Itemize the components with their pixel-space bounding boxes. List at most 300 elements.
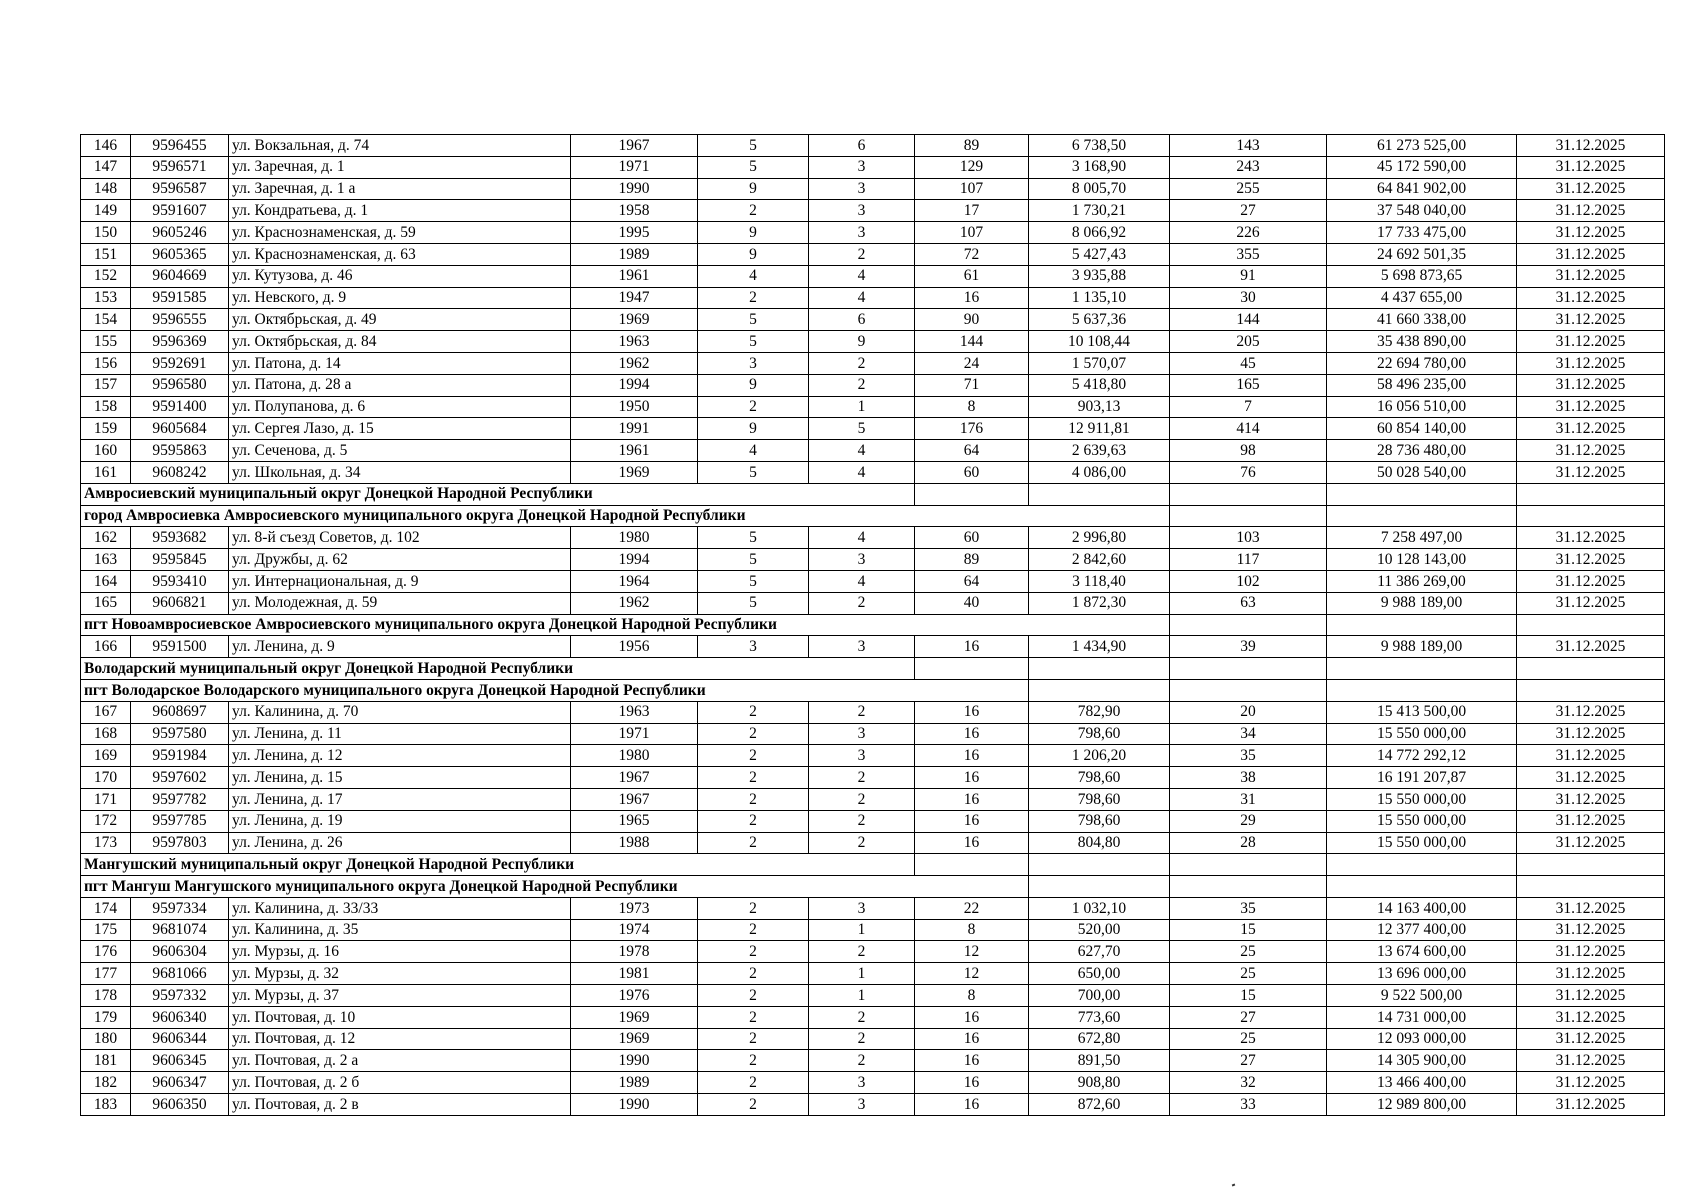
address-cell: ул. Кондратьева, д. 1: [229, 200, 571, 222]
table-row: [81, 352, 1665, 374]
floors-cell: 2: [698, 897, 809, 919]
section-title: пгт Новоамвросиевское Амвросиевского муниципального округа Донецкой Народной Республики: [81, 614, 1029, 636]
year-built-cell: 1969: [571, 1028, 698, 1050]
apartments-cell: 61: [915, 265, 1029, 287]
apartments-cell: 60: [915, 527, 1029, 549]
year-built-cell: 1969: [571, 309, 698, 331]
deadline-date-cell: 31.12.2025: [1517, 1028, 1665, 1050]
building-code-cell: 9596580: [131, 374, 229, 396]
entrances-cell: 4: [809, 287, 915, 309]
housing-register-table: [80, 134, 1665, 1116]
deadline-date-cell: 31.12.2025: [1517, 243, 1665, 265]
deadline-date-cell: 31.12.2025: [1517, 701, 1665, 723]
row-number-cell: 165: [81, 592, 131, 614]
area-cell: 2 639,63: [1029, 440, 1170, 462]
year-built-cell: 1989: [571, 243, 698, 265]
floors-cell: 2: [698, 200, 809, 222]
row-number-cell: 150: [81, 222, 131, 244]
year-built-cell: 1990: [571, 178, 698, 200]
row-number-cell: 169: [81, 745, 131, 767]
empty-cell: [1170, 658, 1327, 680]
table-row: [81, 919, 1665, 941]
entrances-cell: 4: [809, 461, 915, 483]
address-cell: ул. Октябрьская, д. 49: [229, 309, 571, 331]
year-built-cell: 1967: [571, 767, 698, 789]
apartments-cell: 72: [915, 243, 1029, 265]
empty-cell: [915, 483, 1029, 505]
deadline-date-cell: 31.12.2025: [1517, 1094, 1665, 1116]
deadline-date-cell: 31.12.2025: [1517, 352, 1665, 374]
area-cell: 903,13: [1029, 396, 1170, 418]
address-cell: ул. Ленина, д. 26: [229, 832, 571, 854]
entrances-cell: 9: [809, 331, 915, 353]
address-cell: ул. Калинина, д. 35: [229, 919, 571, 941]
floors-cell: 4: [698, 440, 809, 462]
address-cell: ул. Сергея Лазо, д. 15: [229, 418, 571, 440]
year-built-cell: 1995: [571, 222, 698, 244]
residents-cell: 15: [1170, 985, 1327, 1007]
row-number-cell: 182: [81, 1072, 131, 1094]
residents-cell: 27: [1170, 200, 1327, 222]
cost-cell: 15 413 500,00: [1327, 701, 1517, 723]
year-built-cell: 1976: [571, 985, 698, 1007]
table-row: [81, 963, 1665, 985]
cost-cell: 12 377 400,00: [1327, 919, 1517, 941]
floors-cell: 3: [698, 352, 809, 374]
entrances-cell: 1: [809, 396, 915, 418]
residents-cell: 7: [1170, 396, 1327, 418]
area-cell: 1 872,30: [1029, 592, 1170, 614]
apartments-cell: 8: [915, 919, 1029, 941]
address-cell: ул. Ленина, д. 17: [229, 788, 571, 810]
empty-cell: [915, 876, 1029, 898]
table-row: [81, 418, 1665, 440]
address-cell: ул. Молодежная, д. 59: [229, 592, 571, 614]
building-code-cell: 9597332: [131, 985, 229, 1007]
area-cell: 1 135,10: [1029, 287, 1170, 309]
address-cell: ул. Ленина, д. 15: [229, 767, 571, 789]
residents-cell: 63: [1170, 592, 1327, 614]
entrances-cell: 2: [809, 592, 915, 614]
empty-cell: [1327, 614, 1517, 636]
apartments-cell: 40: [915, 592, 1029, 614]
building-code-cell: 9597580: [131, 723, 229, 745]
row-number-cell: 174: [81, 897, 131, 919]
table-row: [81, 832, 1665, 854]
address-cell: ул. Заречная, д. 1 а: [229, 178, 571, 200]
residents-cell: 103: [1170, 527, 1327, 549]
row-number-cell: 148: [81, 178, 131, 200]
deadline-date-cell: 31.12.2025: [1517, 200, 1665, 222]
cost-cell: 12 989 800,00: [1327, 1094, 1517, 1116]
entrances-cell: 2: [809, 941, 915, 963]
residents-cell: 27: [1170, 1006, 1327, 1028]
building-code-cell: 9596455: [131, 135, 229, 157]
row-number-cell: 163: [81, 549, 131, 571]
year-built-cell: 1980: [571, 527, 698, 549]
section-header-row: [81, 679, 1665, 701]
building-code-cell: 9591500: [131, 636, 229, 658]
entrances-cell: 3: [809, 222, 915, 244]
year-built-cell: 1962: [571, 352, 698, 374]
row-number-cell: 158: [81, 396, 131, 418]
address-cell: ул. Школьная, д. 34: [229, 461, 571, 483]
year-built-cell: 1964: [571, 570, 698, 592]
residents-cell: 45: [1170, 352, 1327, 374]
building-code-cell: 9604669: [131, 265, 229, 287]
area-cell: 1 434,90: [1029, 636, 1170, 658]
year-built-cell: 1971: [571, 156, 698, 178]
table-row: [81, 222, 1665, 244]
empty-cell: [915, 854, 1029, 876]
table-row: [81, 461, 1665, 483]
entrances-cell: 4: [809, 527, 915, 549]
address-cell: ул. Почтовая, д. 2 б: [229, 1072, 571, 1094]
address-cell: ул. Почтовая, д. 12: [229, 1028, 571, 1050]
entrances-cell: 2: [809, 788, 915, 810]
apartments-cell: 64: [915, 570, 1029, 592]
entrances-cell: 3: [809, 156, 915, 178]
entrances-cell: 3: [809, 636, 915, 658]
deadline-date-cell: 31.12.2025: [1517, 461, 1665, 483]
row-number-cell: 179: [81, 1006, 131, 1028]
table-row: [81, 941, 1665, 963]
apartments-cell: 16: [915, 1094, 1029, 1116]
deadline-date-cell: 31.12.2025: [1517, 309, 1665, 331]
apartments-cell: 16: [915, 1006, 1029, 1028]
address-cell: ул. Ленина, д. 19: [229, 810, 571, 832]
cost-cell: 16 056 510,00: [1327, 396, 1517, 418]
cost-cell: 15 550 000,00: [1327, 723, 1517, 745]
apartments-cell: 16: [915, 745, 1029, 767]
floors-cell: 5: [698, 461, 809, 483]
cost-cell: 9 988 189,00: [1327, 592, 1517, 614]
section-header-row: [81, 876, 1665, 898]
residents-cell: 15: [1170, 919, 1327, 941]
floors-cell: 5: [698, 527, 809, 549]
floors-cell: 5: [698, 570, 809, 592]
building-code-cell: 9591400: [131, 396, 229, 418]
year-built-cell: 1971: [571, 723, 698, 745]
building-code-cell: 9608242: [131, 461, 229, 483]
area-cell: 10 108,44: [1029, 331, 1170, 353]
address-cell: ул. Мурзы, д. 32: [229, 963, 571, 985]
building-code-cell: 9606344: [131, 1028, 229, 1050]
entrances-cell: 3: [809, 200, 915, 222]
deadline-date-cell: 31.12.2025: [1517, 396, 1665, 418]
cost-cell: 14 163 400,00: [1327, 897, 1517, 919]
table-row: [81, 701, 1665, 723]
table-row: [81, 897, 1665, 919]
empty-cell: [1517, 876, 1665, 898]
cost-cell: 7 258 497,00: [1327, 527, 1517, 549]
entrances-cell: 1: [809, 963, 915, 985]
residents-cell: 39: [1170, 636, 1327, 658]
entrances-cell: 3: [809, 1072, 915, 1094]
cost-cell: 61 273 525,00: [1327, 135, 1517, 157]
address-cell: ул. Мурзы, д. 37: [229, 985, 571, 1007]
year-built-cell: 1990: [571, 1050, 698, 1072]
table-row: [81, 985, 1665, 1007]
address-cell: ул. Кутузова, д. 46: [229, 265, 571, 287]
building-code-cell: 9597602: [131, 767, 229, 789]
empty-cell: [1517, 658, 1665, 680]
deadline-date-cell: 31.12.2025: [1517, 636, 1665, 658]
building-code-cell: 9597334: [131, 897, 229, 919]
building-code-cell: 9681066: [131, 963, 229, 985]
deadline-date-cell: 31.12.2025: [1517, 178, 1665, 200]
area-cell: 6 738,50: [1029, 135, 1170, 157]
apartments-cell: 176: [915, 418, 1029, 440]
row-number-cell: 146: [81, 135, 131, 157]
residents-cell: 243: [1170, 156, 1327, 178]
table-row: [81, 265, 1665, 287]
area-cell: 4 086,00: [1029, 461, 1170, 483]
row-number-cell: 172: [81, 810, 131, 832]
cost-cell: 13 466 400,00: [1327, 1072, 1517, 1094]
building-code-cell: 9606340: [131, 1006, 229, 1028]
row-number-cell: 178: [81, 985, 131, 1007]
address-cell: ул. Дружбы, д. 62: [229, 549, 571, 571]
entrances-cell: 2: [809, 767, 915, 789]
deadline-date-cell: 31.12.2025: [1517, 1050, 1665, 1072]
section-title: пгт Мангуш Мангушского муниципального округа Донецкой Народной Республики: [81, 876, 915, 898]
address-cell: ул. Калинина, д. 33/33: [229, 897, 571, 919]
table-row: [81, 396, 1665, 418]
building-code-cell: 9596571: [131, 156, 229, 178]
floors-cell: 3: [698, 636, 809, 658]
cost-cell: 12 093 000,00: [1327, 1028, 1517, 1050]
empty-cell: [1029, 876, 1170, 898]
apartments-cell: 89: [915, 135, 1029, 157]
floors-cell: 2: [698, 287, 809, 309]
address-cell: ул. Краснознаменская, д. 63: [229, 243, 571, 265]
apartments-cell: 16: [915, 701, 1029, 723]
address-cell: ул. Заречная, д. 1: [229, 156, 571, 178]
building-code-cell: 9608697: [131, 701, 229, 723]
empty-cell: [1029, 483, 1170, 505]
row-number-cell: 168: [81, 723, 131, 745]
empty-cell: [1029, 679, 1170, 701]
area-cell: 5 427,43: [1029, 243, 1170, 265]
empty-cell: [1029, 614, 1170, 636]
entrances-cell: 5: [809, 418, 915, 440]
cost-cell: 15 550 000,00: [1327, 810, 1517, 832]
address-cell: ул. Патона, д. 28 а: [229, 374, 571, 396]
year-built-cell: 1991: [571, 418, 698, 440]
floors-cell: 5: [698, 156, 809, 178]
empty-cell: [1517, 505, 1665, 527]
year-built-cell: 1950: [571, 396, 698, 418]
entrances-cell: 1: [809, 919, 915, 941]
deadline-date-cell: 31.12.2025: [1517, 767, 1665, 789]
apartments-cell: 144: [915, 331, 1029, 353]
address-cell: ул. Ленина, д. 11: [229, 723, 571, 745]
entrances-cell: 3: [809, 745, 915, 767]
apartments-cell: 8: [915, 985, 1029, 1007]
year-built-cell: 1994: [571, 549, 698, 571]
table-row: [81, 788, 1665, 810]
entrances-cell: 3: [809, 549, 915, 571]
row-number-cell: 160: [81, 440, 131, 462]
floors-cell: 2: [698, 985, 809, 1007]
address-cell: ул. Мурзы, д. 16: [229, 941, 571, 963]
building-code-cell: 9606350: [131, 1094, 229, 1116]
section-title: Мангушский муниципальный округ Донецкой Народной Республики: [81, 854, 809, 876]
cost-cell: 15 550 000,00: [1327, 832, 1517, 854]
address-cell: ул. Патона, д. 14: [229, 352, 571, 374]
table-row: [81, 440, 1665, 462]
cost-cell: 58 496 235,00: [1327, 374, 1517, 396]
entrances-cell: 2: [809, 352, 915, 374]
empty-cell: [1029, 854, 1170, 876]
cost-cell: 50 028 540,00: [1327, 461, 1517, 483]
residents-cell: 143: [1170, 135, 1327, 157]
scan-speck: [1232, 1184, 1236, 1187]
year-built-cell: 1958: [571, 200, 698, 222]
address-cell: ул. Полупанова, д. 6: [229, 396, 571, 418]
row-number-cell: 152: [81, 265, 131, 287]
empty-cell: [1517, 483, 1665, 505]
floors-cell: 2: [698, 1006, 809, 1028]
deadline-date-cell: 31.12.2025: [1517, 1072, 1665, 1094]
table-row: [81, 549, 1665, 571]
empty-cell: [1327, 483, 1517, 505]
apartments-cell: 8: [915, 396, 1029, 418]
empty-cell: [1517, 854, 1665, 876]
deadline-date-cell: 31.12.2025: [1517, 919, 1665, 941]
cost-cell: 15 550 000,00: [1327, 788, 1517, 810]
area-cell: 2 842,60: [1029, 549, 1170, 571]
residents-cell: 355: [1170, 243, 1327, 265]
empty-cell: [1327, 679, 1517, 701]
section-title: город Амвросиевка Амвросиевского муниципального округа Донецкой Народной Республики: [81, 505, 1029, 527]
address-cell: ул. Вокзальная, д. 74: [229, 135, 571, 157]
deadline-date-cell: 31.12.2025: [1517, 570, 1665, 592]
apartments-cell: 16: [915, 1072, 1029, 1094]
area-cell: 1 032,10: [1029, 897, 1170, 919]
empty-cell: [1170, 505, 1327, 527]
entrances-cell: 1: [809, 985, 915, 1007]
floors-cell: 2: [698, 1050, 809, 1072]
residents-cell: 117: [1170, 549, 1327, 571]
cost-cell: 28 736 480,00: [1327, 440, 1517, 462]
year-built-cell: 1990: [571, 1094, 698, 1116]
residents-cell: 25: [1170, 941, 1327, 963]
deadline-date-cell: 31.12.2025: [1517, 440, 1665, 462]
table-body: [81, 135, 1665, 1116]
apartments-cell: 16: [915, 810, 1029, 832]
residents-cell: 165: [1170, 374, 1327, 396]
table-row: [81, 287, 1665, 309]
cost-cell: 22 694 780,00: [1327, 352, 1517, 374]
year-built-cell: 1967: [571, 788, 698, 810]
empty-cell: [1327, 658, 1517, 680]
floors-cell: 2: [698, 1072, 809, 1094]
year-built-cell: 1967: [571, 135, 698, 157]
floors-cell: 5: [698, 592, 809, 614]
empty-cell: [1170, 614, 1327, 636]
row-number-cell: 149: [81, 200, 131, 222]
deadline-date-cell: 31.12.2025: [1517, 985, 1665, 1007]
building-code-cell: 9681074: [131, 919, 229, 941]
table-row: [81, 767, 1665, 789]
apartments-cell: 107: [915, 178, 1029, 200]
building-code-cell: 9605246: [131, 222, 229, 244]
row-number-cell: 164: [81, 570, 131, 592]
deadline-date-cell: 31.12.2025: [1517, 941, 1665, 963]
row-number-cell: 183: [81, 1094, 131, 1116]
year-built-cell: 1989: [571, 1072, 698, 1094]
building-code-cell: 9591607: [131, 200, 229, 222]
floors-cell: 9: [698, 374, 809, 396]
empty-cell: [915, 679, 1029, 701]
empty-cell: [1170, 679, 1327, 701]
area-cell: 798,60: [1029, 767, 1170, 789]
building-code-cell: 9605684: [131, 418, 229, 440]
apartments-cell: 60: [915, 461, 1029, 483]
apartments-cell: 107: [915, 222, 1029, 244]
row-number-cell: 155: [81, 331, 131, 353]
row-number-cell: 147: [81, 156, 131, 178]
area-cell: 5 418,80: [1029, 374, 1170, 396]
floors-cell: 2: [698, 396, 809, 418]
table-row: [81, 1050, 1665, 1072]
entrances-cell: 2: [809, 701, 915, 723]
row-number-cell: 167: [81, 701, 131, 723]
row-number-cell: 173: [81, 832, 131, 854]
year-built-cell: 1980: [571, 745, 698, 767]
residents-cell: 91: [1170, 265, 1327, 287]
building-code-cell: 9591984: [131, 745, 229, 767]
area-cell: 650,00: [1029, 963, 1170, 985]
address-cell: ул. Почтовая, д. 10: [229, 1006, 571, 1028]
residents-cell: 35: [1170, 745, 1327, 767]
apartments-cell: 16: [915, 1050, 1029, 1072]
floors-cell: 2: [698, 810, 809, 832]
deadline-date-cell: 31.12.2025: [1517, 287, 1665, 309]
row-number-cell: 177: [81, 963, 131, 985]
area-cell: 872,60: [1029, 1094, 1170, 1116]
year-built-cell: 1974: [571, 919, 698, 941]
table-row: [81, 1028, 1665, 1050]
table-row: [81, 243, 1665, 265]
cost-cell: 13 696 000,00: [1327, 963, 1517, 985]
table-row: [81, 723, 1665, 745]
area-cell: 804,80: [1029, 832, 1170, 854]
table-row: [81, 374, 1665, 396]
entrances-cell: 2: [809, 243, 915, 265]
area-cell: 798,60: [1029, 810, 1170, 832]
address-cell: ул. Калинина, д. 70: [229, 701, 571, 723]
entrances-cell: 2: [809, 832, 915, 854]
year-built-cell: 1963: [571, 331, 698, 353]
table-row: [81, 309, 1665, 331]
building-code-cell: 9606347: [131, 1072, 229, 1094]
cost-cell: 37 548 040,00: [1327, 200, 1517, 222]
entrances-cell: 2: [809, 374, 915, 396]
area-cell: 798,60: [1029, 723, 1170, 745]
building-code-cell: 9606821: [131, 592, 229, 614]
row-number-cell: 156: [81, 352, 131, 374]
residents-cell: 226: [1170, 222, 1327, 244]
deadline-date-cell: 31.12.2025: [1517, 832, 1665, 854]
section-title: Амвросиевский муниципальный округ Донецкой Народной Республики: [81, 483, 809, 505]
entrances-cell: 4: [809, 440, 915, 462]
building-code-cell: 9592691: [131, 352, 229, 374]
area-cell: 8 005,70: [1029, 178, 1170, 200]
building-code-cell: 9593682: [131, 527, 229, 549]
